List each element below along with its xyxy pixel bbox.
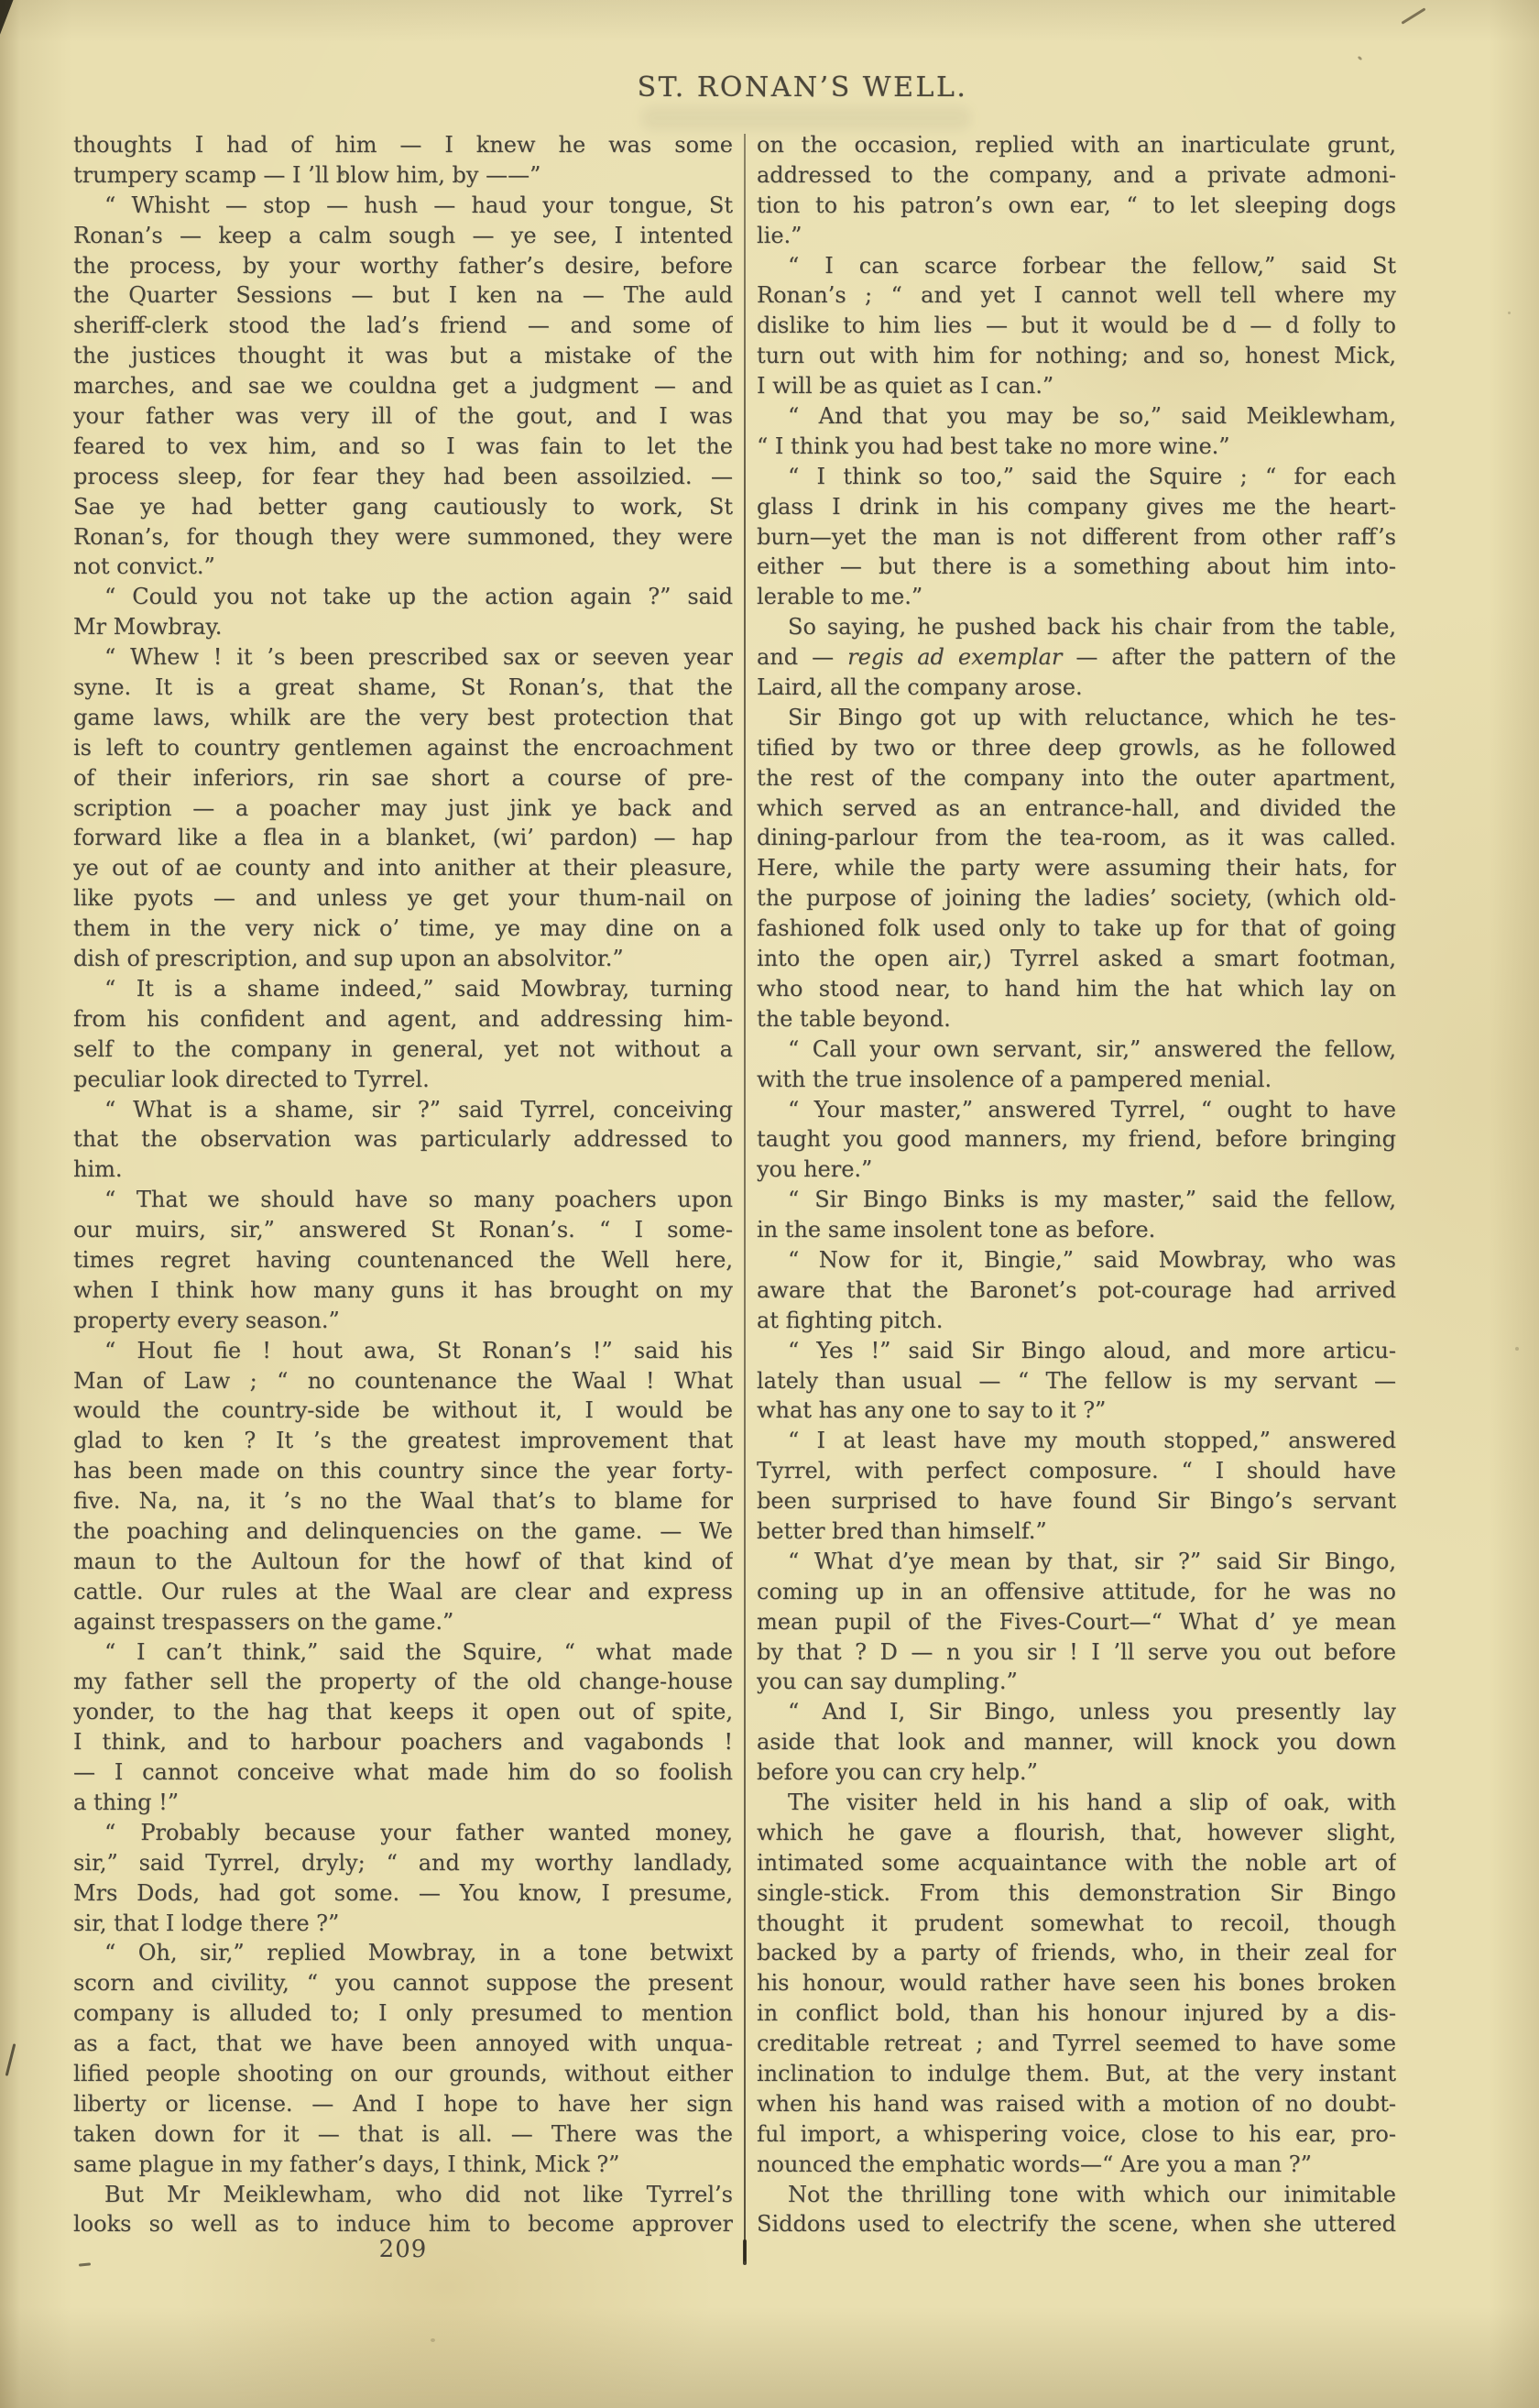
text-line: peculiar look directed to Tyrrel. — [73, 1066, 430, 1092]
text-line: I think, and to harbour poachers and vagabonds ! — [73, 1729, 733, 1756]
text-line: like pyots — and unless ye get your thum-nail on — [73, 885, 733, 912]
text-line: forward like a flea in a blanket, (wi’ pardon) — hap — [73, 825, 733, 851]
text-line: “ Could you not take up the action again ?” said — [104, 584, 733, 610]
text-line: of their inferiors, rin sae short a course of pre- — [73, 764, 733, 791]
text-line: company is alluded to; I only presumed to mention — [73, 2000, 733, 2027]
text-line: Man of Law ; “ no countenance the Waal ! What — [73, 1367, 733, 1394]
text-line: by that ? D — n you sir ! I ’ll serve you out before — [757, 1638, 1396, 1665]
text-line: creditable retreat ; and Tyrrel seemed to have some — [757, 2030, 1396, 2057]
text-line: turn out with him for nothing; and so, honest Mick, — [757, 343, 1396, 369]
text-line: when his hand was raised with a motion of no doubt- — [757, 2090, 1396, 2117]
text-line: the process, by your worthy father’s desire, before — [73, 252, 733, 279]
text-line: looks so well as to induce him to become approver — [73, 2211, 733, 2238]
text-line: taken down for it — that is all. — There was the — [73, 2120, 733, 2147]
text-line: thoughts I had of him — I knew he was some — [73, 132, 733, 158]
text-line: sir, that I lodge there ?” — [73, 1910, 340, 1936]
text-line: syne. It is a great shame, St Ronan’s, that the — [73, 674, 733, 701]
text-line: Ronan’s — keep a calm sough — ye see, I intented — [73, 222, 733, 248]
text-line: Mr Mowbray. — [73, 614, 223, 640]
text-line: “ I at least have my mouth stopped,” answered — [788, 1428, 1396, 1454]
text-line: not convict.” — [73, 553, 215, 580]
text-line: “ And I, Sir Bingo, unless you presently lay — [788, 1699, 1396, 1725]
text-line: “ That we should have so many poachers upon — [104, 1187, 733, 1213]
text-line: ful import, a whispering voice, close to his ear, pro- — [757, 2120, 1396, 2147]
text-line: taught you good manners, my friend, before bringing — [757, 1126, 1396, 1153]
text-line: been surprised to have found Sir Bingo’s servant — [757, 1488, 1396, 1515]
text-line: when I think how many guns it has brought on my — [73, 1276, 733, 1303]
page-corner-shadow — [0, 0, 15, 44]
text-line: who stood near, to hand him the hat which lay on — [757, 975, 1396, 1002]
text-line: “ I think so too,” said the Squire ; “ for each — [788, 463, 1396, 489]
text-line: from his confident and agent, and addressing him- — [73, 1005, 733, 1032]
text-line: which he gave a flourish, that, however slight, — [757, 1819, 1396, 1845]
text-line: The visiter held in his hand a slip of oak, with — [788, 1789, 1396, 1815]
text-line: ye out of ae county and into anither at their pleasure, — [73, 855, 733, 881]
text-line: game laws, whilk are the very best protection that — [73, 704, 733, 730]
text-line: burn—yet the man is not different from other raff’s — [757, 523, 1396, 550]
text-line: Mrs Dods, had got some. — You know, I presume, — [73, 1879, 733, 1906]
text-line: “ What d’ye mean by that, sir ?” said Sir Bingo, — [788, 1548, 1396, 1574]
text-line: him. — [73, 1156, 123, 1183]
text-line: as a fact, that we have been annoyed with unqua- — [73, 2030, 733, 2057]
text-line: lerable to me.” — [757, 584, 923, 610]
text-line: process sleep, for fear they had been assoilzied. — — [73, 463, 733, 489]
text-line: Sae ye had better gang cautiously to work, St — [73, 493, 733, 520]
text-line: the justices thought it was but a mistake of the — [73, 343, 733, 369]
text-line: into the open air,) Tyrrel asked a smart footman, — [757, 946, 1396, 972]
text-line: Ronan’s ; “ and yet I cannot well tell where my — [757, 282, 1396, 309]
text-line: same plague in my father’s days, I think, Mick ?” — [73, 2151, 620, 2177]
text-line: the purpose of joining the ladies’ society, (which old- — [757, 885, 1396, 912]
text-column-right — [757, 130, 1396, 2239]
text-line: Here, while the party were assuming their hats, for — [757, 855, 1396, 881]
text-line: sir,” said Tyrrel, dryly; “ and my worthy landlady, — [73, 1849, 733, 1876]
text-line: either — but there is a something about him into- — [757, 553, 1396, 580]
text-line: has been made on this country since the year forty- — [73, 1458, 733, 1484]
text-line: before you can cry help.” — [757, 1759, 1038, 1786]
running-header-title: ST. RONAN’S WELL. — [637, 71, 968, 104]
text-line: “ Sir Bingo Binks is my master,” said the fellow, — [788, 1187, 1396, 1213]
text-line: “ Whew ! it ’s been prescribed sax or seeven year — [104, 644, 733, 671]
text-line: yonder, to the hag that keeps it open out of spite, — [73, 1699, 733, 1725]
text-line: Sir Bingo got up with reluctance, which he tes- — [788, 704, 1396, 730]
text-line: that the observation was particularly addressed to — [73, 1126, 733, 1153]
text-line: the Quarter Sessions — but I ken na — The auld — [73, 282, 733, 309]
column-divider-rule — [744, 134, 746, 2261]
text-line: would the country-side be without it, I would be — [73, 1397, 733, 1424]
page-number: 209 — [378, 2236, 428, 2263]
text-line: aware that the Baronet’s pot-courage had arrived — [757, 1276, 1396, 1303]
text-line: you can say dumpling.” — [757, 1669, 1018, 1695]
text-line: trumpery scamp — I ’ll blow him, by ——” — [73, 161, 541, 188]
text-line: “ Yes !” said Sir Bingo aloud, and more articu- — [788, 1337, 1396, 1363]
text-line: “ Your master,” answered Tyrrel, “ ought to have — [788, 1096, 1396, 1122]
text-line: I will be as quiet as I can.” — [757, 373, 1054, 400]
text-column-left — [73, 130, 733, 2239]
text-line: “ Hout fie ! hout awa, St Ronan’s !” said his — [104, 1337, 733, 1363]
text-line: them in the very nick o’ time, ye may dine on a — [73, 915, 733, 942]
text-line: which served as an entrance-hall, and divided the — [757, 794, 1396, 821]
text-line: sheriff-clerk stood the lad’s friend — and some of — [73, 312, 733, 339]
text-line: Ronan’s, for though they were summoned, they were — [73, 523, 733, 550]
text-line: and — regis ad exemplar — after the pattern of the — [757, 644, 1396, 671]
text-line: what has any one to say to it ?” — [757, 1397, 1107, 1424]
text-line: scorn and civility, “ you cannot suppose the present — [73, 1970, 733, 1997]
text-line: But Mr Meiklewham, who did not like Tyrrel’s — [104, 2181, 733, 2207]
text-line: the poaching and delinquencies on the game. — We — [73, 1517, 733, 1544]
text-line: your father was very ill of the gout, and I was — [73, 403, 733, 430]
text-line: addressed to the company, and a private admoni- — [757, 161, 1396, 188]
text-line: coming up in an offensive attitude, for he was no — [757, 1578, 1396, 1604]
show-through-smudge — [641, 106, 971, 130]
text-line: lie.” — [757, 222, 802, 248]
text-line: tified by two or three deep growls, as he followed — [757, 734, 1396, 761]
text-line: “ Whisht — stop — hush — haud your tongue, St — [104, 192, 733, 218]
text-line: lately than usual — “ The fellow is my servant — — [757, 1367, 1396, 1394]
text-line: my father sell the property of the old change-house — [73, 1669, 733, 1695]
text-line: “ It is a shame indeed,” said Mowbray, turning — [104, 975, 733, 1002]
text-line: self to the company in general, yet not without a — [73, 1035, 733, 1062]
pen-mark-left-margin — [5, 2043, 16, 2076]
pen-mark-top-right — [1401, 7, 1425, 24]
text-line: his honour, would rather have seen his bones broken — [757, 1970, 1396, 1997]
text-line: So saying, he pushed back his chair from the table, — [788, 614, 1396, 640]
text-line: “ I think you had best take no more wine.” — [757, 432, 1230, 459]
text-line: in conflict bold, than his honour injured by a dis- — [757, 2000, 1396, 2027]
text-line: “ Probably because your father wanted money, — [104, 1819, 733, 1845]
text-line: at fighting pitch. — [757, 1307, 944, 1333]
text-line: “ What is a shame, sir ?” said Tyrrel, conceiving — [104, 1096, 733, 1122]
text-line: intimated some acquaintance with the noble art of — [757, 1849, 1396, 1876]
text-line: on the occasion, replied with an inarticulate grunt, — [757, 132, 1396, 158]
text-line: our muirs, sir,” answered St Ronan’s. “ I some- — [73, 1217, 733, 1243]
text-line: inclination to indulge them. But, at the very instant — [757, 2061, 1396, 2086]
text-line: dislike to him lies — but it would be d — d folly to — [757, 312, 1396, 339]
text-line: is left to country gentlemen against the encroachment — [73, 734, 733, 761]
text-line: “ And that you may be so,” said Meiklewham, — [788, 403, 1396, 430]
text-line: marches, and sae we couldna get a judgment — and — [73, 373, 733, 400]
text-line: five. Na, na, it ’s no the Waal that’s to blame for — [73, 1488, 733, 1515]
text-line: with the true insolence of a pampered menial. — [757, 1066, 1272, 1092]
text-line: dining-parlour from the tea-room, as it was called. — [757, 825, 1396, 851]
text-line: tion to his patron’s own ear, “ to let sleeping dogs — [757, 192, 1396, 218]
text-line: backed by a party of friends, who, in their zeal for — [757, 1940, 1396, 1966]
text-line: “ Now for it, Bingie,” said Mowbray, who was — [788, 1246, 1396, 1273]
text-line: fashioned folk used only to take up for that of going — [757, 915, 1396, 942]
text-line: glass I drink in his company gives me the heart- — [757, 493, 1396, 520]
text-line: “ I can scarce forbear the fellow,” said St — [788, 252, 1396, 279]
text-line: single-stick. From this demonstration Sir Bingo — [757, 1879, 1396, 1906]
text-line: “ Call your own servant, sir,” answered the fellow, — [788, 1035, 1396, 1062]
paper-speck — [1358, 56, 1363, 61]
text-line: nounced the emphatic words—“ Are you a man ?” — [757, 2151, 1312, 2177]
text-line: lified people shooting on our grounds, without either — [73, 2061, 733, 2086]
text-line: maun to the Aultoun for the howf of that kind of — [73, 1548, 733, 1574]
text-line: the table beyond. — [757, 1005, 951, 1032]
text-line: cattle. Our rules at the Waal are clear and express — [73, 1578, 733, 1604]
text-line: in the same insolent tone as before. — [757, 1217, 1156, 1243]
text-line: feared to vex him, and so I was fain to let the — [73, 432, 733, 459]
text-line: better bred than himself.” — [757, 1517, 1047, 1544]
text-line: you here.” — [757, 1156, 873, 1183]
paper-speck — [1515, 1347, 1519, 1351]
text-line: the rest of the company into the outer apartment, — [757, 764, 1396, 791]
text-line: a thing !” — [73, 1789, 180, 1815]
text-line: Laird, all the company arose. — [757, 674, 1083, 701]
text-line: “ I can’t think,” said the Squire, “ what made — [104, 1638, 733, 1665]
text-line: dish of prescription, and sup upon an absolvitor.” — [73, 946, 624, 972]
paper-speck — [431, 2338, 435, 2342]
text-line: mean pupil of the Fives-Court—“ What d’ ye mean — [757, 1608, 1396, 1635]
text-line: glad to ken ? It ’s the greatest improvement that — [73, 1428, 733, 1454]
text-line: scription — a poacher may just jink ye back and — [73, 794, 733, 821]
paper-speck — [1508, 312, 1511, 314]
text-line: against trespassers on the game.” — [73, 1608, 454, 1635]
text-line: thought it prudent somewhat to recoil, though — [757, 1910, 1396, 1936]
text-line: Not the thrilling tone with which our inimitable — [788, 2181, 1396, 2207]
text-line: liberty or license. — And I hope to have her sign — [73, 2090, 733, 2117]
text-line: — I cannot conceive what made him do so foolish — [73, 1759, 733, 1786]
text-line: property every season.” — [73, 1307, 340, 1333]
text-line: Siddons used to electrify the scene, when she uttered — [757, 2211, 1396, 2238]
text-line: Tyrrel, with perfect composure. “ I should have — [757, 1458, 1396, 1484]
text-line: times regret having countenanced the Well here, — [73, 1246, 733, 1273]
text-line: “ Oh, sir,” replied Mowbray, in a tone betwixt — [104, 1940, 733, 1966]
text-line: aside that look and manner, will knock you down — [757, 1729, 1396, 1756]
